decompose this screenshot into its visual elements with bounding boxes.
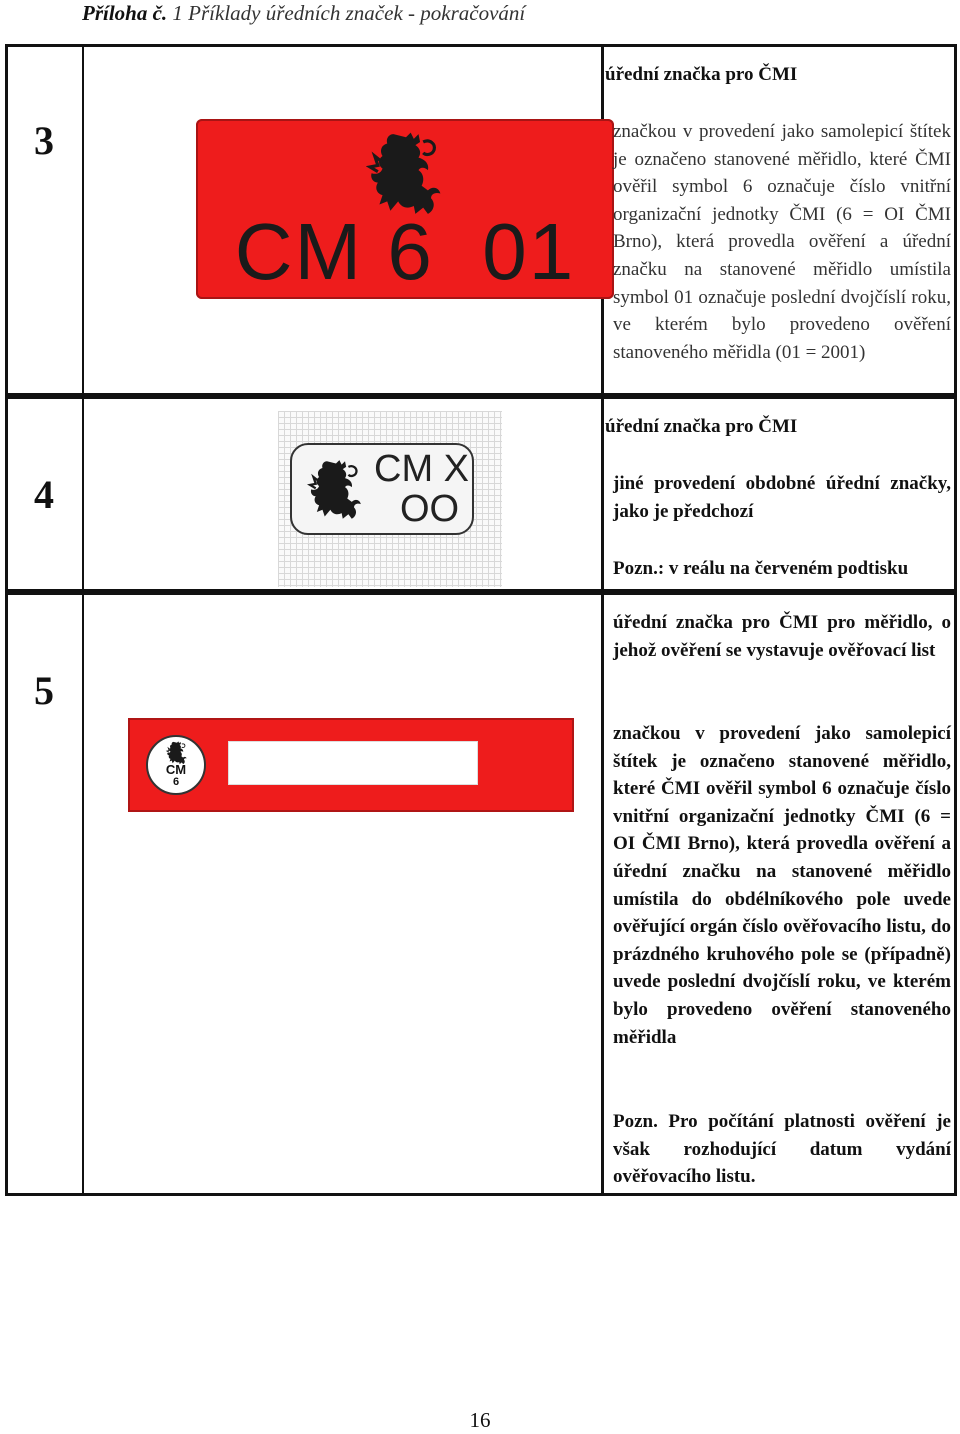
mark-image-cell: [84, 47, 604, 393]
official-mark-cm6-01: [196, 119, 614, 299]
mark-heading: úřední značka pro ČMI pro měřidlo, o jehož ověření se vystavuje ověřovací list: [613, 612, 951, 661]
mark-description: značkou v provedení jako samolepicí štítek je označeno stanovené měřidlo, které ČMI ověřil symbol 6 označuje číslo vnitřní organizační jednotky ČMI (6 = OI ČMI Brno), která provedla ověření a úřední značku na stanovené měřidlo umístila symbol 01 označuje poslední dvojčíslí roku, ve kterém bylo provedeno ověření stanoveného měřidla (01 = 2001): [613, 121, 951, 363]
mark-description: značkou v provedení jako samolepicí štítek je označeno stanovené měřidlo, které ČMI ověřil symbol 6 označuje číslo vnitřní organizační jednotky ČMI (6 = OI ČMI Brno), která provedla ověření a úřední značku na stanovené měřidlo umístila do obdélníkového pole uvede ověřující orgán číslo ověřovacího listu, do prázdného kruhového pole se (případně) uvede poslední dvojčíslí roku, ve kterém bylo provedeno ověření stanoveného měřidla: [613, 723, 951, 1048]
row-number-cell: [8, 47, 84, 393]
table-row-5: [5, 592, 957, 1196]
mark-line-1: CM X: [374, 448, 469, 490]
circle-line-2: 6: [172, 776, 180, 788]
page-header: [82, 0, 525, 26]
mark-heading: úřední značka pro ČMI: [605, 416, 798, 437]
description-cell: [605, 47, 954, 393]
mark-rectangular-field: [228, 741, 478, 785]
row-number-cell: [8, 595, 84, 1193]
description-cell: [605, 595, 954, 1193]
header-title: 1 Příklady úředních značek - pokračování: [167, 1, 526, 25]
circle-line-1: CM: [165, 762, 187, 777]
table-row-4: [5, 396, 957, 592]
description-cell: [605, 399, 954, 589]
czech-lion-icon: [366, 131, 446, 217]
mark-heading: úřední značka pro ČMI: [605, 64, 798, 85]
mark-image-cell: [84, 399, 604, 589]
official-mark-verification-sheet: [128, 718, 574, 812]
mark-line-2: OO: [400, 488, 460, 530]
czech-lion-icon: [306, 459, 366, 521]
mark-circle-field: [146, 735, 206, 795]
mark-description: jiné provedení obdobné úřední značky, jako je předchozí: [613, 473, 951, 522]
mark-image-cell: [84, 595, 604, 1193]
row-number: 3: [34, 118, 54, 163]
row-number: 4: [34, 472, 54, 517]
table-row-3: [5, 44, 957, 396]
mark-grid-background: [278, 411, 502, 587]
official-mark-cmx-oo: [290, 443, 474, 535]
header-label: Příloha č.: [82, 1, 168, 25]
row-number: 5: [34, 668, 54, 713]
mark-note: Pozn. Pro počítání platnosti ověření je však rozhodující datum vydání ověřovacího listu.: [613, 1111, 951, 1188]
mark-note: Pozn.: v reálu na červeném podtisku: [613, 558, 909, 579]
row-number-cell: [8, 399, 84, 589]
page-number: 16: [469, 1408, 491, 1432]
mark-code: CM 6 01: [234, 207, 576, 296]
